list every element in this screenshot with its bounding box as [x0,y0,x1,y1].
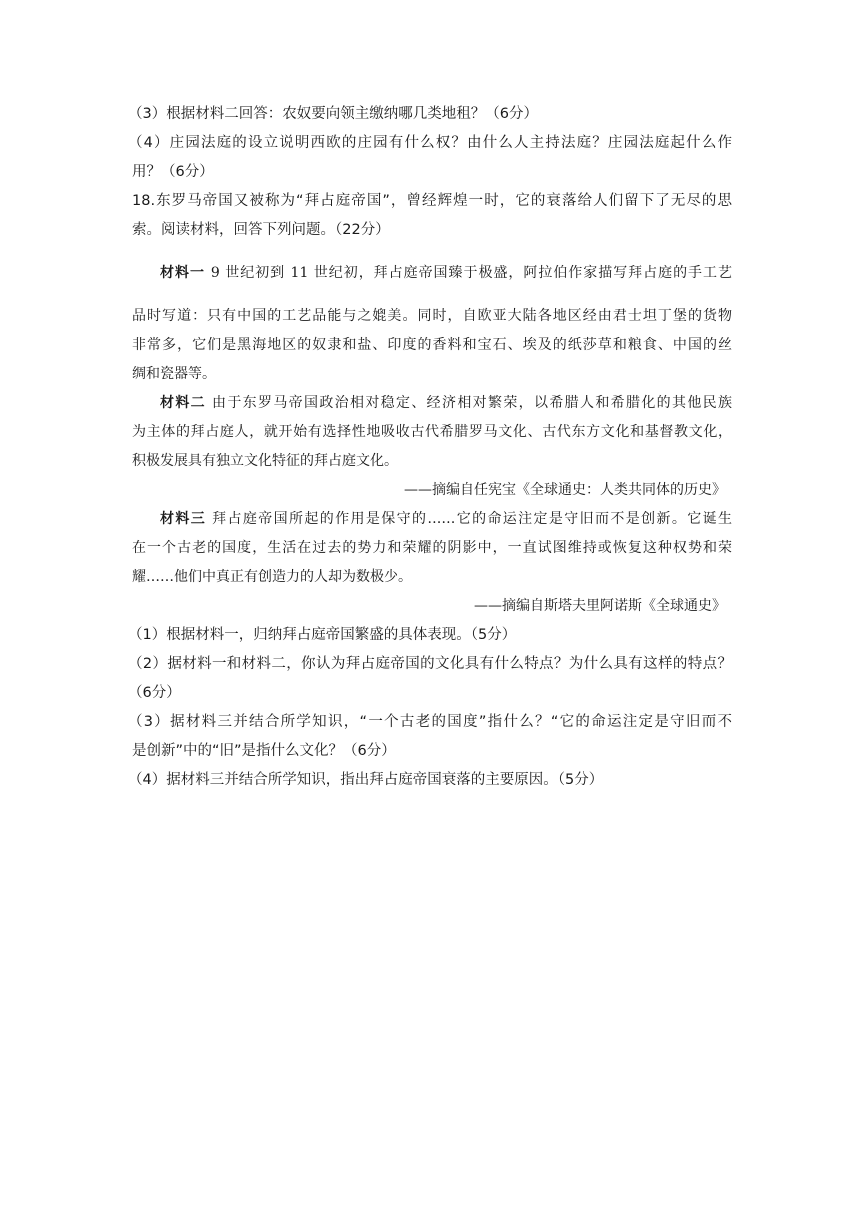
question-4-prev-line2: 用？（6分） [132,164,214,180]
material-1-line3: 非常多，它们是黑海地区的奴隶和盐、印度的香料和宝石、埃及的纸莎草和粮食、中国的丝 [132,337,732,353]
sub-question-1: （1）根据材料一，归纳拜占庭帝国繁盛的具体表现。（5分） [128,627,517,643]
question-3-prev: （3）根据材料二回答：农奴要向领主缴纳哪几类地租？（6分） [128,106,538,122]
material-2-line3: 积极发展具有独立文化特征的拜占庭文化。 [132,453,398,469]
sub-question-3-line1: （3）据材料三并结合所学知识，“一个古老的国度”指什么？“它的命运注定是守旧而不 [128,714,732,730]
sub-question-4: （4）据材料三并结合所学知识，指出拜占庭帝国衰落的主要原因。（5分） [128,772,604,788]
material-3-line2: 在一个古老的国度，生活在过去的势力和荣耀的阴影中，一直试图维持或恢复这种权势和荣 [132,540,732,556]
material-1-line2: 品时写道：只有中国的工艺品能与之媲美。同时，自欧亚大陆各地区经由君士坦丁堡的货物 [132,308,732,324]
sub-question-3-line2: 是创新”中的“旧”是指什么文化？（6分） [132,743,396,759]
document-page [128,100,733,795]
material-3-line1: 材料三 拜占庭帝国所起的作用是保守的……它的命运注定是守旧而不是创新。它诞生 [160,511,733,527]
material-2-line1: 材料二 由于东罗马帝国政治相对稳定、经济相对繁荣，以希腊人和希腊化的其他民族 [160,395,732,411]
material-1-line4: 绸和瓷器等。 [132,366,216,382]
material-2-source: ——摘编自任宪宝《全球通史：人类共同体的历史》 [404,482,726,498]
sub-question-2-line1: （2）据材料一和材料二，你认为拜占庭帝国的文化具有什么特点？为什么具有这样的特点？ [128,656,732,672]
material-3 [132,505,732,621]
material-1 [132,259,732,389]
sub-question-2-line2: （6分） [128,685,181,701]
sub-questions [128,621,732,795]
question-18-intro-line2: 索。阅读材料，回答下列问题。（22分） [132,222,390,238]
material-2 [132,389,732,505]
material-3-line3: 耀……他们中真正有创造力的人却为数极少。 [132,569,412,585]
question-18-intro-line1: 18.东罗马帝国又被称为“拜占庭帝国”，曾经辉煌一时，它的衰落给人们留下了无尽的思 [132,193,732,209]
question-4-prev-line1: （4）庄园法庭的设立说明西欧的庄园有什么权？由什么人主持法庭？庄园法庭起什么作 [128,135,732,151]
material-3-source: ——摘编自斯塔夫里阿诺斯《全球通史》 [474,598,726,614]
material-3-label: 材料三 [160,511,207,527]
material-2-label: 材料二 [160,395,206,411]
material-1-line1: 材料一 9 世纪初到 11 世纪初，拜占庭帝国臻于极盛，阿拉伯作家描写拜占庭的手工艺 [160,265,733,281]
material-2-line2: 为主体的拜占庭人，就开始有选择性地吸收古代希腊罗马文化、古代东方文化和基督教文化， [132,424,732,440]
material-1-label: 材料一 [160,265,205,281]
